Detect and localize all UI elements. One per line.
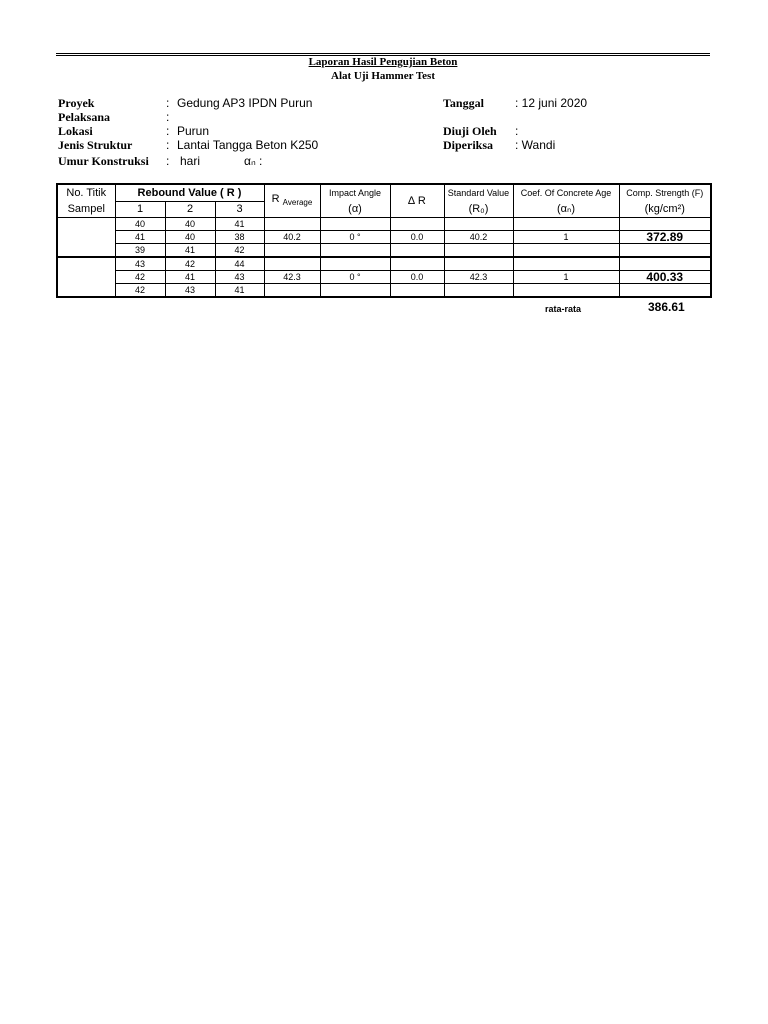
header-reading-2: 2 (165, 202, 215, 218)
header-no-titik: No. Titik (57, 184, 115, 202)
header-reading-3: 3 (215, 202, 264, 218)
proyek-label: Proyek (58, 96, 95, 110)
header-sampel: Sampel (57, 202, 115, 218)
table-row (57, 218, 711, 231)
pelaksana-label: Pelaksana (58, 110, 111, 124)
standard-value-cell: 40.2 (444, 231, 513, 244)
proyek-colon: : (166, 96, 170, 110)
diuji-oleh-value: : (515, 124, 519, 138)
impact-angle-cell: 0 ° (320, 231, 390, 244)
table-row (57, 231, 711, 244)
r-average-symbol: R (271, 193, 280, 206)
header-impact-angle-symbol: (α) (320, 202, 390, 218)
reading-cell: 41 (165, 244, 215, 258)
empty-cell (390, 218, 444, 231)
reading-cell: 42 (115, 271, 165, 284)
empty-cell (320, 244, 390, 258)
header-r-average (264, 184, 320, 218)
proyek-value: Gedung AP3 IPDN Purun (177, 96, 313, 110)
alpha-n-label: αₙ : (244, 154, 263, 168)
jenis-struktur-value: Lantai Tangga Beton K250 (177, 138, 319, 152)
diperiksa-label: Diperiksa (443, 138, 494, 152)
header-standard-value-symbol: (R₀) (444, 202, 513, 218)
empty-cell (390, 244, 444, 258)
top-rule (56, 53, 710, 54)
empty-cell (320, 218, 390, 231)
tanggal-label: Tanggal (443, 96, 484, 110)
standard-value-cell: 42.3 (444, 271, 513, 284)
reading-cell: 42 (115, 284, 165, 298)
reading-cell: 43 (115, 257, 165, 271)
empty-cell (264, 284, 320, 298)
table-row (57, 257, 711, 271)
empty-cell (390, 284, 444, 298)
empty-cell (619, 257, 711, 271)
empty-cell (264, 218, 320, 231)
header-row-2 (57, 202, 711, 218)
average-value: 386.61 (648, 300, 685, 314)
r-average-subscript: Average (282, 198, 313, 208)
report-title: Laporan Hasil Pengujian Beton (308, 56, 458, 68)
reading-cell: 38 (215, 231, 264, 244)
header-delta-r: ∆ R (390, 184, 444, 218)
empty-cell (513, 218, 619, 231)
empty-cell (390, 257, 444, 271)
comp-strength-cell: 372.89 (619, 231, 711, 244)
header-reading-1: 1 (115, 202, 165, 218)
reading-cell: 41 (165, 271, 215, 284)
reading-cell: 41 (215, 218, 264, 231)
reading-cell: 40 (165, 231, 215, 244)
reading-cell: 42 (165, 257, 215, 271)
r-average-cell: 40.2 (264, 231, 320, 244)
reading-cell: 42 (215, 244, 264, 258)
empty-cell (444, 257, 513, 271)
reading-cell: 43 (165, 284, 215, 298)
table-row (57, 271, 711, 284)
coef-age-cell: 1 (513, 231, 619, 244)
header-standard-value: Standard Value (444, 184, 513, 202)
sample-1-cell (57, 218, 115, 258)
report-subtitle: Alat Uji Hammer Test (331, 70, 435, 82)
jenis-struktur-label: Jenis Struktur (58, 138, 133, 152)
tanggal-value: : 12 juni 2020 (515, 96, 588, 110)
header-coef-age: Coef. Of Concrete Age (513, 184, 619, 202)
pelaksana-colon: : (166, 110, 170, 124)
table-row (57, 284, 711, 298)
empty-cell (264, 244, 320, 258)
empty-cell (513, 244, 619, 258)
delta-r-cell: 0.0 (390, 271, 444, 284)
r-average-cell: 42.3 (264, 271, 320, 284)
table-row (57, 244, 711, 258)
jenis-struktur-colon: : (166, 138, 170, 152)
umur-konstruksi-value: hari (180, 154, 201, 168)
lokasi-value: Purun (177, 124, 210, 138)
reading-cell: 41 (115, 231, 165, 244)
empty-cell (619, 284, 711, 298)
reading-cell: 39 (115, 244, 165, 258)
comp-strength-cell: 400.33 (619, 271, 711, 284)
empty-cell (444, 218, 513, 231)
delta-r-cell: 0.0 (390, 231, 444, 244)
empty-cell (444, 244, 513, 258)
empty-cell (513, 257, 619, 271)
umur-konstruksi-colon: : (166, 154, 170, 168)
average-label: rata-rata (545, 304, 582, 314)
reading-cell: 40 (115, 218, 165, 231)
empty-cell (444, 284, 513, 298)
diuji-oleh-label: Diuji Oleh (443, 124, 497, 138)
reading-cell: 41 (215, 284, 264, 298)
lokasi-label: Lokasi (58, 124, 93, 138)
reading-cell: 43 (215, 271, 264, 284)
sample-2-cell (57, 257, 115, 297)
coef-age-cell: 1 (513, 271, 619, 284)
header-coef-age-symbol: (αₙ) (513, 202, 619, 218)
hammer-test-table (56, 183, 712, 298)
empty-cell (513, 284, 619, 298)
lokasi-colon: : (166, 124, 170, 138)
empty-cell (264, 257, 320, 271)
header-impact-angle: Impact Angle (320, 184, 390, 202)
empty-cell (619, 218, 711, 231)
empty-cell (320, 284, 390, 298)
umur-konstruksi-label: Umur Konstruksi (58, 154, 149, 168)
impact-angle-cell: 0 ° (320, 271, 390, 284)
header-row-1 (57, 184, 711, 202)
reading-cell: 44 (215, 257, 264, 271)
header-comp-strength: Comp. Strength (F) (626, 187, 704, 198)
reading-cell: 40 (165, 218, 215, 231)
diperiksa-value: : Wandi (515, 138, 556, 152)
empty-cell (619, 244, 711, 258)
header-comp-strength-unit: (kg/cm²) (644, 202, 685, 215)
header-rebound-value: Rebound Value ( R ) (115, 184, 264, 202)
empty-cell (320, 257, 390, 271)
